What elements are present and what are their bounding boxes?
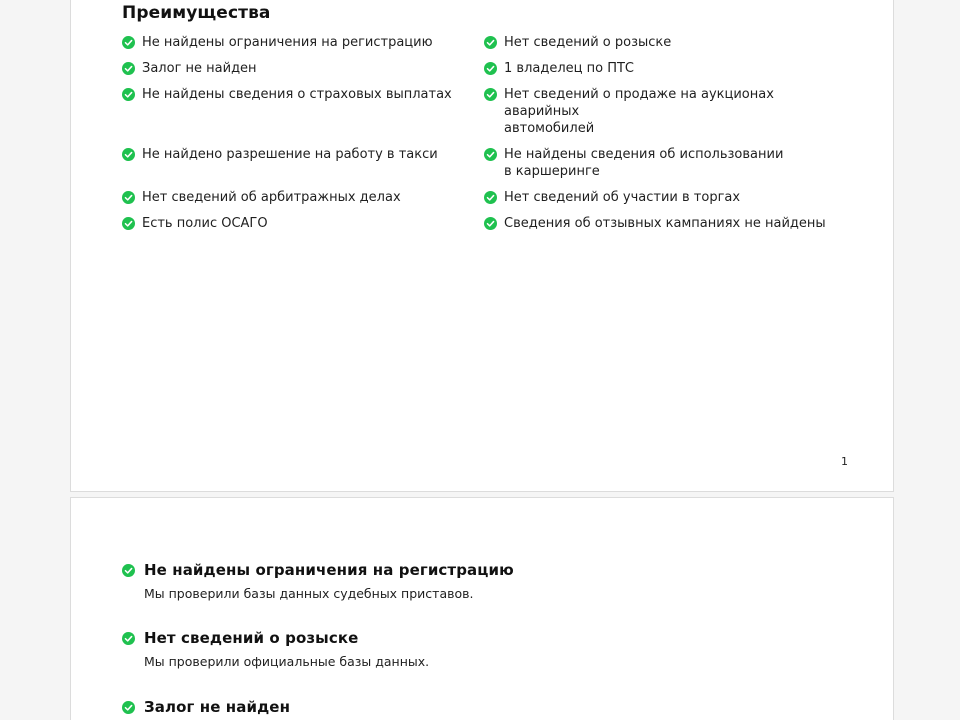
advantage-text: Нет сведений о продаже на аукционах аварийных автомобилей <box>504 87 774 136</box>
detail-item <box>122 561 514 601</box>
detail-title: Нет сведений о розыске <box>144 629 359 647</box>
advantage-text: Нет сведений об арбитражных делах <box>142 190 401 205</box>
advantage-item <box>484 60 842 77</box>
check-circle-icon <box>484 217 497 230</box>
check-circle-icon <box>122 148 135 161</box>
report-page-2 <box>70 497 894 720</box>
detail-heading <box>122 629 429 647</box>
check-circle-icon <box>122 701 135 714</box>
advantages-title: Преимущества <box>122 3 271 23</box>
advantage-text: Нет сведений о розыске <box>504 35 672 50</box>
check-circle-icon <box>484 36 497 49</box>
check-circle-icon <box>122 564 135 577</box>
advantage-text: 1 владелец по ПТС <box>504 61 634 76</box>
detail-heading <box>122 561 514 579</box>
check-circle-icon <box>484 88 497 101</box>
check-circle-icon <box>122 191 135 204</box>
detail-title: Залог не найден <box>144 698 291 716</box>
advantage-item <box>122 215 484 232</box>
check-circle-icon <box>484 62 497 75</box>
advantage-text: Есть полис ОСАГО <box>142 216 268 231</box>
advantage-item <box>122 34 484 51</box>
check-circle-icon <box>122 217 135 230</box>
advantage-item <box>122 146 484 180</box>
detail-heading <box>122 698 290 716</box>
advantage-item <box>122 189 484 206</box>
advantage-text: Не найдены ограничения на регистрацию <box>142 35 433 50</box>
advantage-item <box>122 86 484 137</box>
advantage-text: Залог не найден <box>142 61 257 76</box>
advantage-text: Не найдены сведения о страховых выплатах <box>142 87 452 102</box>
detail-item <box>122 629 429 669</box>
detail-description: Мы проверили базы данных судебных приставов. <box>144 586 474 601</box>
check-circle-icon <box>122 62 135 75</box>
advantage-item <box>484 146 842 180</box>
advantage-item <box>484 86 842 137</box>
detail-item <box>122 698 290 716</box>
detail-description: Мы проверили официальные базы данных. <box>144 654 430 669</box>
check-circle-icon <box>122 36 135 49</box>
advantage-text: Сведения об отзывных кампаниях не найдены <box>504 216 826 231</box>
advantage-text: Не найдено разрешение на работу в такси <box>142 147 438 162</box>
advantage-text: Нет сведений об участии в торгах <box>504 190 741 205</box>
advantages-list <box>122 34 842 232</box>
detail-title: Не найдены ограничения на регистрацию <box>144 561 514 579</box>
page-number: 1 <box>841 455 848 468</box>
check-circle-icon <box>484 148 497 161</box>
advantage-text: Не найдены сведения об использовании в каршеринге <box>504 147 784 179</box>
advantage-item <box>484 215 842 232</box>
report-page-1 <box>70 0 894 492</box>
advantage-item <box>484 189 842 206</box>
advantage-item <box>484 34 842 51</box>
check-circle-icon <box>122 632 135 645</box>
check-circle-icon <box>484 191 497 204</box>
check-circle-icon <box>122 88 135 101</box>
advantage-item <box>122 60 484 77</box>
